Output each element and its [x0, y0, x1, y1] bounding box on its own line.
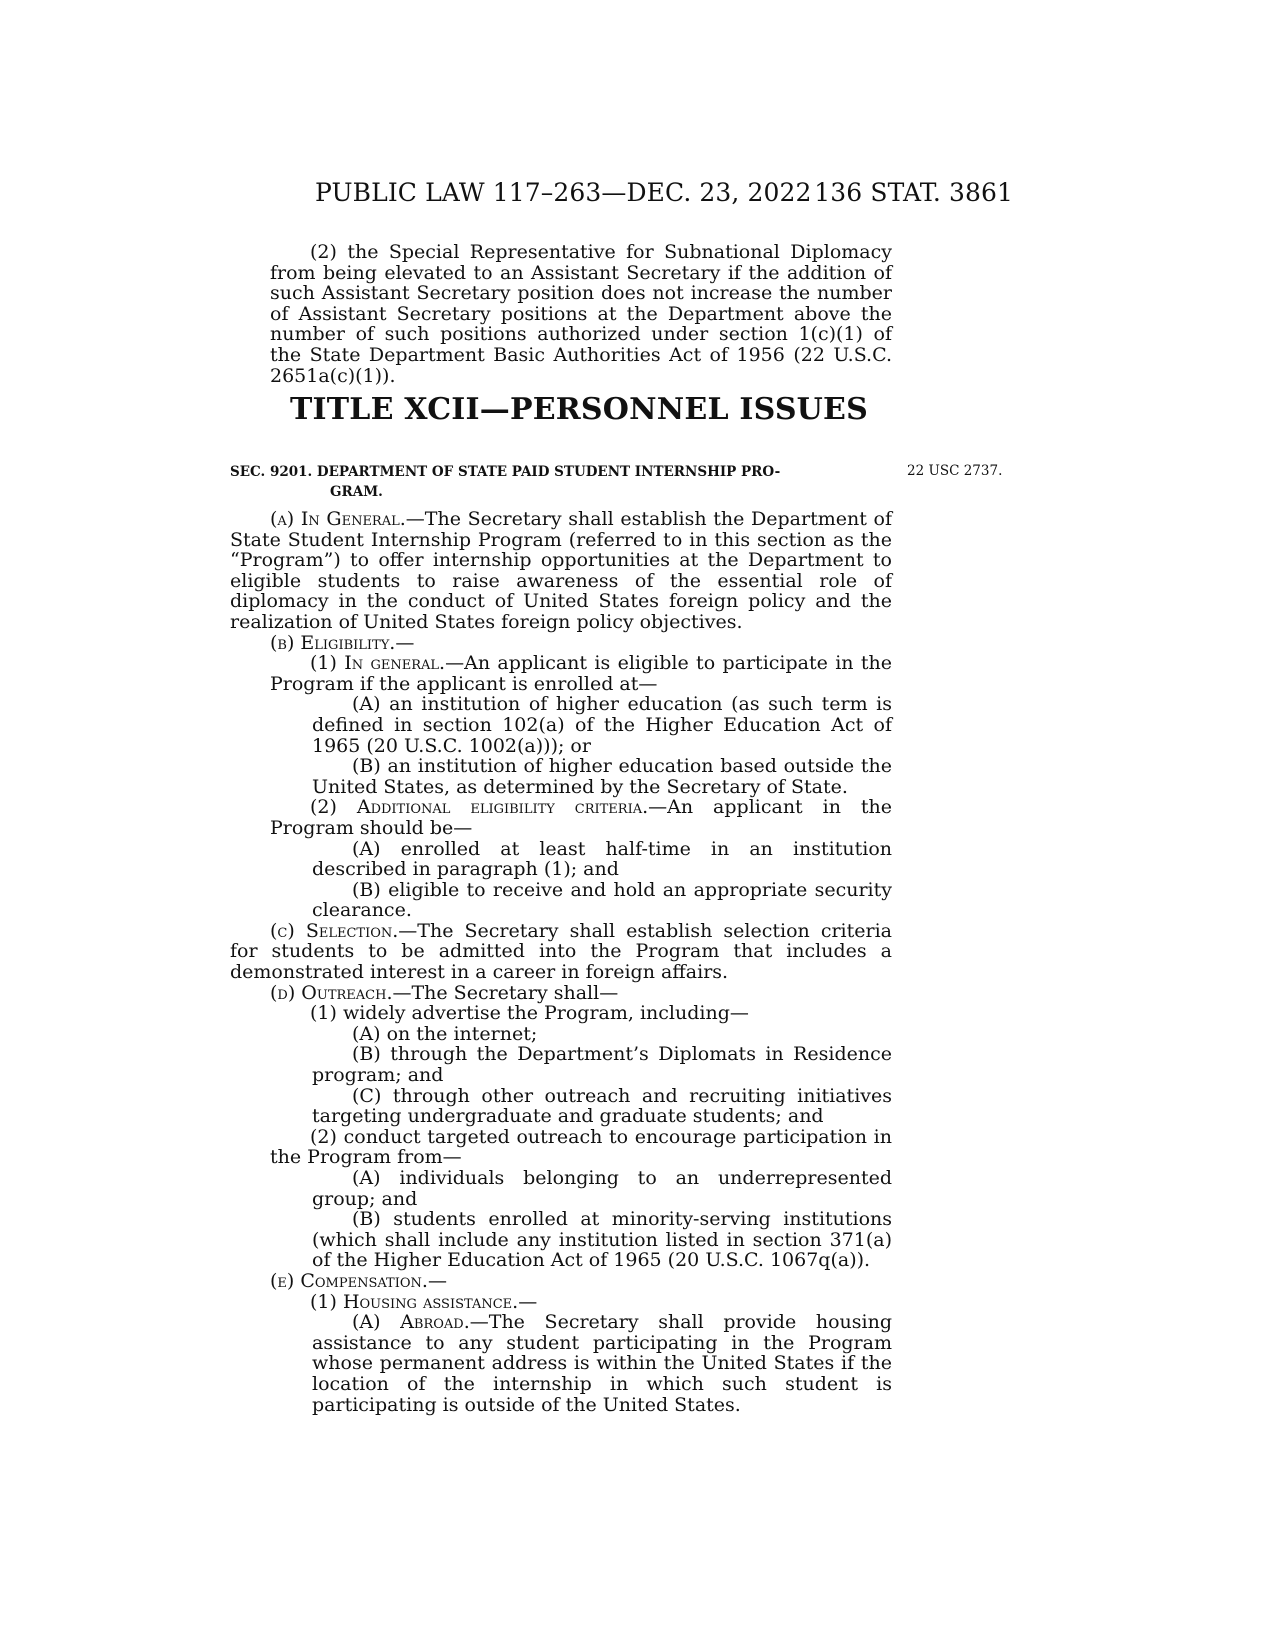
subsection-c-label: (c) Selection. — [270, 919, 399, 942]
running-head-title: PUBLIC LAW 117–263—DEC. 23, 2022 — [315, 178, 812, 207]
subparagraph-b2B: (B) eligible to receive and hold an appropriate security clearance. — [312, 878, 892, 922]
subparagraph-d1B: (B) through the Department’s Diplomats in Residence program; and — [312, 1043, 892, 1087]
subsection-d-label: (d) Outreach. — [270, 981, 393, 1004]
paragraph-b1-text: —An applicant is eligible to participate in the Program if the applicant is enrolled at— — [270, 652, 892, 695]
subparagraph-b2A: (A) enrolled at least half-time in an institution described in paragraph (1); and — [312, 837, 892, 881]
subsection-c-text: —The Secretary shall establish selection criteria for students to be admitted into the Program that includes a demonstrated interest in a career in foreign affairs. — [230, 919, 892, 984]
title-heading: TITLE XCII—PERSONNEL ISSUES — [290, 392, 868, 427]
section-heading-line1: SEC. 9201. DEPARTMENT OF STATE PAID STUDENT INTERNSHIP PRO- — [230, 464, 781, 480]
paragraph-2-continued: (2) the Special Representative for Subnational Diplomacy from being elevated to an Assistant Secretary if the addition of such Assistant Secretary position does not increase the number of Assistant Secretary positions at the Department above the number of such positions authorized under section 1(c)(1) of the State Department Basic Authorities Act of 1956 (22 U.S.C. 2651a(c)(1)). — [270, 241, 892, 387]
subparagraph-d1C: (C) through other outreach and recruiting initiatives targeting undergraduate and graduate students; and — [312, 1084, 892, 1128]
section-heading — [230, 462, 892, 502]
paragraph-e1-label: (1) Housing assistance. — [310, 1290, 519, 1313]
paragraph-e1-text: — — [518, 1290, 538, 1313]
subsection-a-text: —The Secretary shall establish the Department of State Student Internship Program (referred to in this section as the “Program”) to offer internship opportunities at the Department to eligible students to raise awareness of the essential role of diplomacy in the conduct of United States foreign policy and the realization of United States foreign policy objectives. — [230, 508, 892, 633]
subsection-c — [230, 921, 892, 983]
subsection-a — [230, 509, 892, 633]
subparagraph-d2B: (B) students enrolled at minority-serving institutions (which shall include any institution listed in section 371(a) of the Higher Education Act of 1965 (20 U.S.C. 1067q(a)). — [312, 1208, 892, 1272]
paragraph-b2 — [230, 797, 892, 838]
paragraph-b2-text: —An applicant in the Program should be— — [270, 796, 892, 839]
subparagraph-d1A: (A) on the internet; — [352, 1022, 538, 1045]
subparagraph-d2A: (A) individuals belonging to an underrepresented group; and — [312, 1167, 892, 1210]
paragraph-b1 — [230, 653, 892, 694]
subsection-d — [230, 983, 892, 1004]
subsection-a-label: (a) In General. — [270, 508, 406, 530]
subparagraph-e1A-text: —The Secretary shall provide housing assistance to any student participating in the Program whose permanent address is within the United States if the location of the internship in which such student is participating is outside of the United States. — [312, 1311, 892, 1416]
margin-citation: 22 USC 2737. — [907, 463, 1003, 479]
subparagraph-b1B: (B) an institution of higher education based outside the United States, as determined by the Secretary of State. — [312, 755, 892, 798]
subsection-d-text: —The Secretary shall— — [392, 981, 619, 1004]
paragraph-d1: (1) widely advertise the Program, including— — [310, 1002, 749, 1025]
subsection-e-text: — — [427, 1269, 447, 1292]
subsection-b-text: — — [395, 631, 415, 654]
paragraph-b2-label: (2) Additional eligibility criteria. — [310, 796, 649, 819]
section-body — [230, 509, 892, 1415]
paragraph-e1 — [230, 1292, 892, 1313]
subsection-e — [230, 1271, 892, 1292]
section-heading-line2: GRAM. — [330, 484, 383, 500]
paragraph-b1-label: (1) In general. — [310, 652, 446, 675]
continued-text — [230, 242, 892, 386]
paragraph-d2: (2) conduct targeted outreach to encourage participation in the Program from— — [270, 1125, 892, 1169]
subsection-e-label: (e) Compensation. — [270, 1269, 428, 1292]
subsection-b-label: (b) Eligibility. — [270, 631, 396, 654]
subsection-b — [230, 633, 892, 654]
subparagraph-e1A — [230, 1312, 892, 1415]
running-head-stat: 136 STAT. 3861 — [814, 178, 1013, 207]
subparagraph-e1A-label: (A) Abroad. — [352, 1311, 470, 1334]
subparagraph-b1A: (A) an institution of higher education (as such term is defined in section 102(a) of the Higher Education Act of 1965 (20 U.S.C. 1002(a))); or — [312, 693, 892, 757]
